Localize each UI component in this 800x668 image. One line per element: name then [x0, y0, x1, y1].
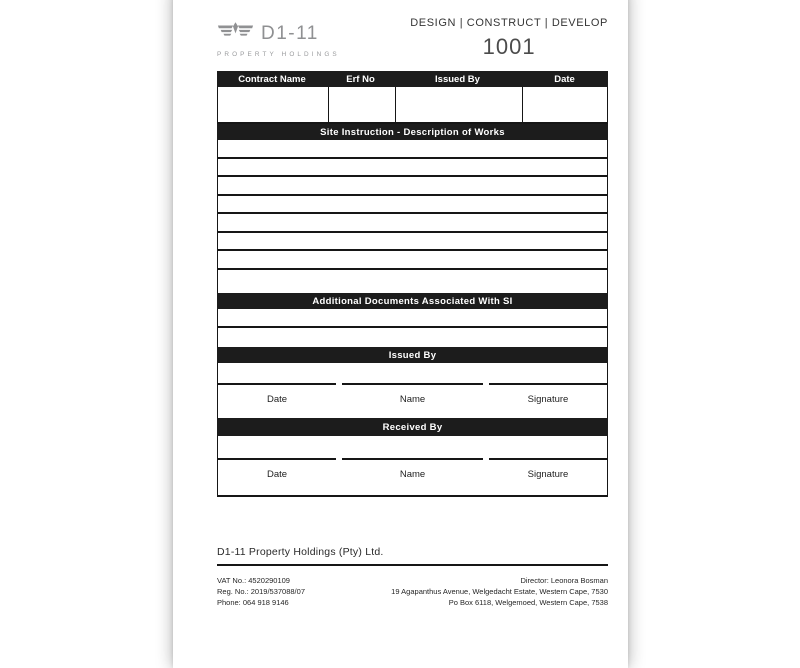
info-table-header: [217, 71, 608, 87]
description-row: [217, 270, 608, 289]
brand-logo: [217, 19, 340, 58]
section-bar-additional-docs: Additional Documents Associated With SI: [217, 293, 608, 309]
footer-company-name: D1-11 Property Holdings (Pty) Ltd.: [217, 546, 384, 558]
header-date: Date: [554, 73, 575, 85]
received-name-line: [342, 458, 483, 460]
issued-date-label: Date: [266, 394, 288, 405]
received-signature-line: [489, 458, 607, 460]
description-row: [217, 233, 608, 252]
form-number: 1001: [482, 34, 536, 59]
issued-name-line: [342, 383, 483, 385]
erf-no-cell: [328, 87, 395, 122]
footer-phone: Phone: 064 918 9146: [217, 598, 289, 607]
issued-name-label: Name: [399, 394, 426, 405]
received-by-signature-area: [217, 436, 608, 497]
header-erf-no: Erf No: [346, 73, 375, 85]
eagle-icon: [217, 19, 254, 48]
description-row: [217, 251, 608, 270]
section-bar-issued-by: Issued By: [217, 347, 608, 363]
footer-address: 19 Agapanthus Avenue, Welgedacht Estate, Western Cape, 7530: [391, 587, 608, 596]
date-cell: [522, 87, 607, 122]
brand-name: D1-11: [261, 22, 319, 44]
site-instruction-form: [217, 71, 608, 497]
footer-divider: [217, 564, 608, 566]
footer-vat: VAT No.: 4520290109: [217, 576, 290, 585]
received-date-label: Date: [266, 469, 288, 480]
footer-details: [217, 575, 608, 608]
issued-date-line: [218, 383, 336, 385]
section-bar-description: Site Instruction - Description of Works: [217, 124, 608, 140]
issued-signature-label: Signature: [527, 394, 569, 405]
header-issued-by: Issued By: [435, 73, 480, 85]
description-row: [217, 140, 608, 159]
section-bar-received-by: Received By: [217, 418, 608, 436]
description-row: [217, 196, 608, 215]
description-row: [217, 159, 608, 178]
received-name-label: Name: [399, 469, 426, 480]
brand-tagline: DESIGN | CONSTRUCT | DEVELOP: [410, 17, 608, 29]
brand-subtitle: PROPERTY HOLDINGS: [217, 51, 340, 58]
received-date-line: [218, 458, 336, 460]
footer-pobox: Po Box 6118, Welgemoed, Western Cape, 7538: [448, 598, 608, 607]
contract-name-cell: [218, 87, 328, 122]
received-signature-label: Signature: [527, 469, 569, 480]
issued-by-cell: [395, 87, 522, 122]
footer-reg: Reg. No.: 2019/537088/07: [217, 587, 305, 596]
footer-director: Director: Leonora Bosman: [520, 576, 608, 585]
issued-by-signature-area: [217, 363, 608, 418]
document-page: [173, 0, 628, 668]
description-row: [217, 177, 608, 196]
description-row: [217, 214, 608, 233]
additional-docs-row: [217, 328, 608, 347]
header-contract-name: Contract Name: [238, 73, 306, 85]
issued-signature-line: [489, 383, 607, 385]
additional-docs-row: [217, 309, 608, 328]
info-table-row: [217, 87, 608, 124]
